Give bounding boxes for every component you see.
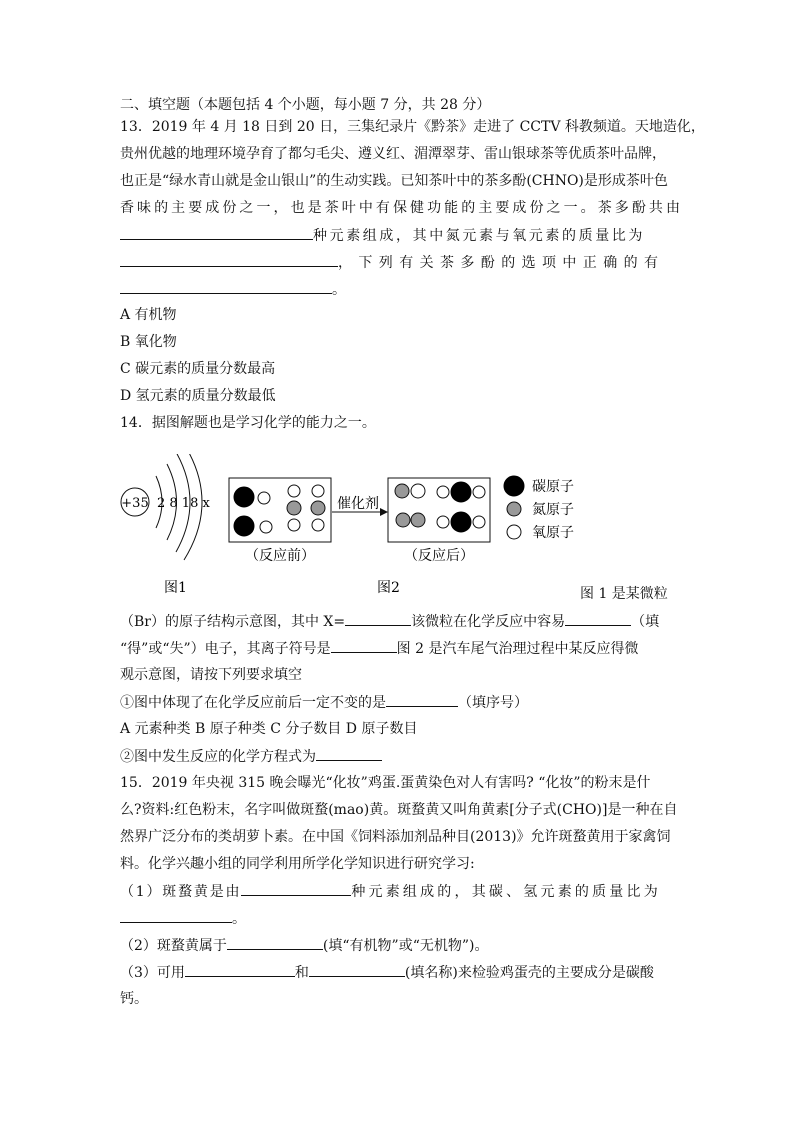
answer-blank[interactable] bbox=[120, 908, 232, 923]
q14-sub1-text: ①图中体现了在化学反应前后一定不变的是 bbox=[120, 695, 386, 711]
oxygen-atom bbox=[411, 484, 425, 498]
legend-nitrogen-swatch bbox=[507, 502, 521, 516]
answer-blank[interactable] bbox=[309, 962, 405, 977]
section-heading: 二、填空题（本题包括 4 个小题，每小题 7 分，共 28 分） bbox=[120, 97, 491, 113]
carbon-atom bbox=[451, 482, 471, 502]
q14-line1-c: （填 bbox=[631, 614, 660, 630]
q13-line2: 贵州优越的地理环境孕育了都匀毛尖、遵义红、湄潭翠芽、雷山银球茶等优质茶叶品牌， bbox=[120, 146, 666, 162]
fig1-caption: 图1 bbox=[164, 580, 187, 596]
q14-sub2-text: ②图中发生反应的化学方程式为 bbox=[120, 749, 316, 765]
q14-sub1-options: A 元素种类 B 原子种类 C 分子数目 D 原子数目 bbox=[120, 721, 418, 737]
q13-option-d: D 氢元素的质量分数最低 bbox=[120, 388, 276, 404]
answer-blank[interactable] bbox=[316, 746, 382, 761]
q15-p1-cont bbox=[120, 908, 680, 929]
q14-figure bbox=[118, 454, 598, 604]
q14-line2 bbox=[120, 638, 680, 659]
answer-blank[interactable] bbox=[227, 935, 323, 950]
q13-option-c: C 碳元素的质量分数最高 bbox=[120, 361, 276, 377]
q13-line6 bbox=[120, 252, 680, 273]
q14-sub1-hint: （填序号） bbox=[458, 695, 528, 711]
figure-diagram bbox=[118, 454, 598, 604]
q14-sub1 bbox=[120, 692, 680, 713]
answer-blank[interactable] bbox=[120, 252, 338, 267]
nitrogen-atom bbox=[311, 501, 325, 515]
after-label: （反应后） bbox=[404, 548, 474, 564]
nitrogen-atom bbox=[395, 484, 409, 498]
q14-line1 bbox=[120, 611, 680, 632]
q15-p2 bbox=[120, 935, 680, 956]
carbon-atom bbox=[234, 487, 254, 507]
carbon-atom bbox=[234, 516, 254, 536]
oxygen-atom bbox=[312, 519, 324, 531]
q14-line3: 观示意图，请按下列要求填空 bbox=[120, 667, 302, 683]
legend-oxygen-swatch bbox=[507, 525, 521, 539]
oxygen-atom bbox=[288, 519, 300, 531]
oxygen-atom bbox=[437, 516, 449, 528]
q15-p3-b: 和 bbox=[294, 965, 309, 981]
answer-blank[interactable] bbox=[331, 638, 397, 653]
oxygen-atom bbox=[260, 521, 272, 533]
answer-blank[interactable] bbox=[386, 692, 458, 707]
q15-p3-a: （3）可用 bbox=[120, 965, 185, 981]
q15-p3-c: (填名称)来检验鸡蛋壳的主要成分是碳酸 bbox=[404, 965, 654, 981]
q13-line1: 13．2019 年 4 月 18 日到 20 日，三集纪录片《黔茶》走进了 CCTV 科教频道。天地造化， bbox=[120, 119, 705, 135]
before-label: （反应前） bbox=[245, 548, 315, 564]
q15-line1: 15．2019 年央视 315 晚会曝光“化妆”鸡蛋.蛋黄染色对人有害吗? “化妆”的粉末是什 bbox=[120, 775, 651, 791]
q14-line1-b: 该微粒在化学反应中容易 bbox=[411, 614, 566, 630]
legend-carbon-swatch bbox=[504, 476, 524, 496]
oxygen-atom bbox=[312, 485, 324, 497]
q13-option-b: B 氧化物 bbox=[120, 334, 177, 350]
q15-line3: 然界广泛分布的类胡萝卜素。在中国《饲料添加剂品种目(2013)》允许斑蝥黄用于家禽饲 bbox=[120, 829, 671, 845]
q15-p1-a: （1）斑蝥黄是由 bbox=[120, 884, 242, 900]
atom-structure-diagram bbox=[121, 454, 210, 560]
legend-carbon-label: 碳原子 bbox=[532, 479, 574, 495]
answer-blank[interactable] bbox=[120, 279, 332, 294]
q13-line5 bbox=[120, 225, 680, 246]
legend-oxygen-label: 氧原子 bbox=[532, 525, 574, 541]
q14-line2-b: 图 2 是汽车尾气治理过程中某反应得微 bbox=[396, 641, 639, 657]
nucleus-label: +35 bbox=[121, 496, 149, 511]
q13-line3: 也正是“绿水青山就是金山银山”的生动实践。已知茶叶中的茶多酚(CHNO)是形成茶叶色 bbox=[120, 173, 668, 189]
oxygen-atom bbox=[288, 485, 300, 497]
q13-option-a: A 有机物 bbox=[120, 307, 177, 323]
shell-electrons: 2 8 18 x bbox=[157, 496, 210, 511]
q15-line2: 么?资料:红色粉末，名字叫做斑蝥(mao)黄。斑蝥黄又叫角黄素[分子式(CHO)]是一种在自 bbox=[120, 802, 678, 818]
q14-line2-a: “得”或“失”）电子，其离子符号是 bbox=[120, 641, 331, 657]
answer-blank[interactable] bbox=[565, 611, 631, 626]
arrow-head bbox=[380, 508, 388, 516]
nitrogen-atom bbox=[396, 513, 410, 527]
q15-p1-b: 种元素组成的，其碳、氢元素的质量比为 bbox=[351, 884, 661, 900]
q14-line1-a: （Br）的原子结构示意图，其中 X= bbox=[120, 614, 346, 630]
oxygen-atom bbox=[258, 492, 270, 504]
q13-line7 bbox=[120, 279, 680, 300]
answer-blank[interactable] bbox=[185, 962, 295, 977]
q15-p3-end: 钙。 bbox=[120, 991, 148, 1007]
fig2-caption: 图2 bbox=[377, 580, 400, 596]
answer-blank[interactable] bbox=[241, 881, 351, 896]
answer-blank[interactable] bbox=[120, 225, 313, 240]
q13-line6-text: ，下列有关茶多酚的选项中正确的有 bbox=[338, 255, 665, 271]
q15-p2-a: （2）斑蝥黄属于 bbox=[120, 938, 227, 954]
q15-p3 bbox=[120, 962, 680, 983]
oxygen-atom bbox=[437, 486, 449, 498]
nitrogen-atom bbox=[411, 513, 425, 527]
q14-tail: 图 1 是某微粒 bbox=[580, 586, 668, 602]
q15-p1-end: 。 bbox=[232, 911, 246, 927]
oxygen-atom bbox=[473, 486, 485, 498]
nitrogen-atom bbox=[287, 501, 301, 515]
oxygen-atom bbox=[473, 516, 485, 528]
q14-intro: 14．据图解题也是学习化学的能力之一。 bbox=[120, 415, 376, 431]
legend-nitrogen-label: 氮原子 bbox=[532, 502, 574, 518]
answer-blank[interactable] bbox=[345, 611, 411, 626]
q13-line4: 香味的主要成份之一，也是茶叶中有保健功能的主要成份之一。茶多酚共由 bbox=[120, 200, 680, 216]
q15-line4: 料。化学兴趣小组的同学利用所学化学知识进行研究学习: bbox=[120, 856, 475, 872]
q13-line7-text: 。 bbox=[332, 282, 346, 298]
q15-p2-b: (填“有机物”或“无机物”)。 bbox=[322, 938, 489, 954]
q14-sub2 bbox=[120, 746, 680, 767]
q13-line5-text: 种元素组成，其中氮元素与氧元素的质量比为 bbox=[313, 228, 645, 244]
carbon-atom bbox=[451, 512, 471, 532]
q15-p1 bbox=[120, 881, 680, 902]
catalyst-label: 催化剂 bbox=[337, 496, 379, 512]
